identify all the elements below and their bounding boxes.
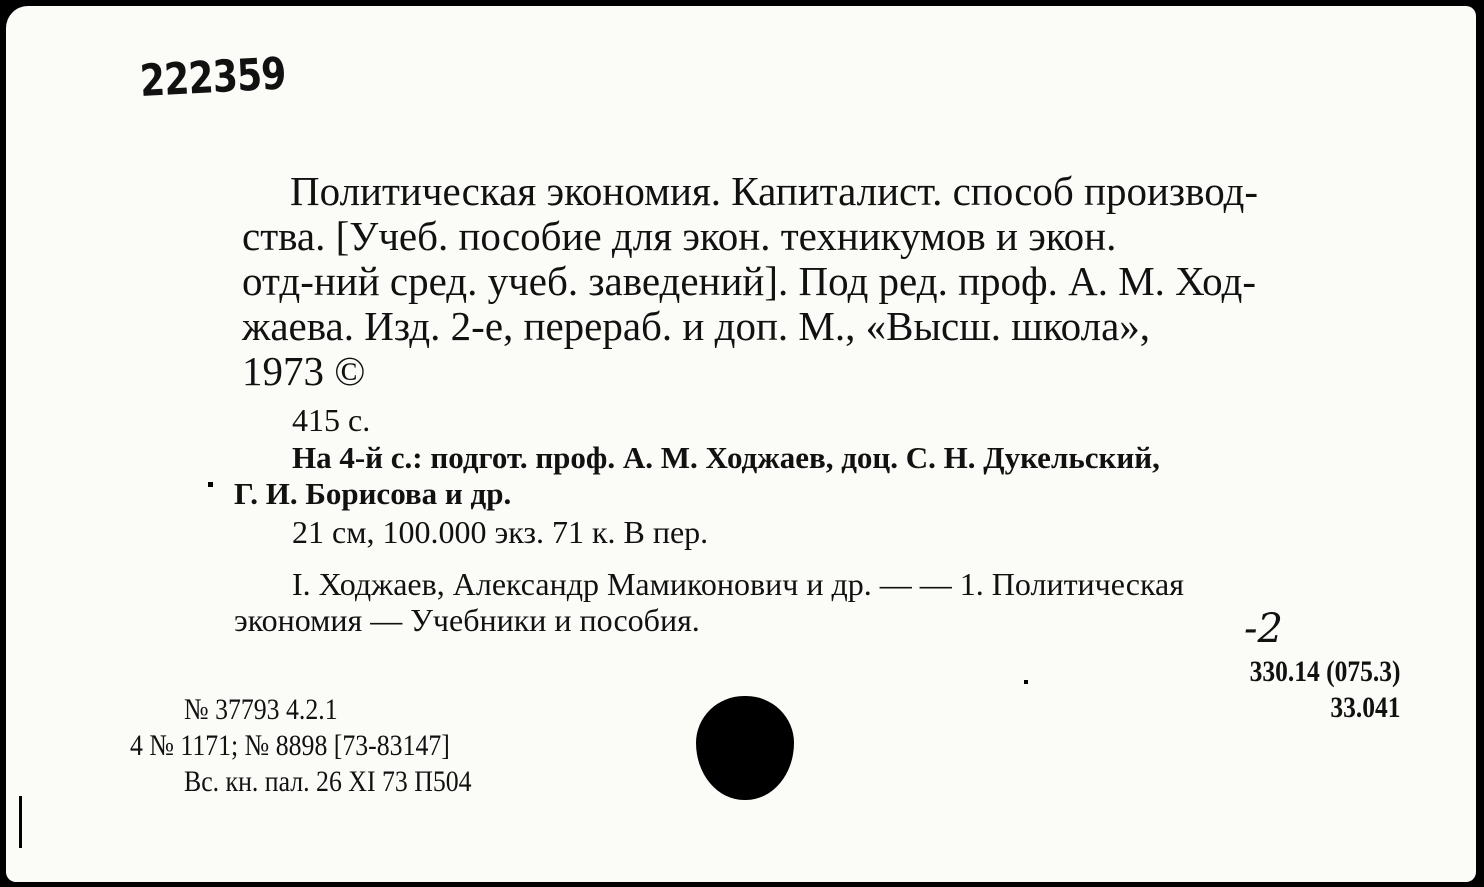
title-line-3: отд-ний сред. учеб. заведений]. Под ред. проф. А. М. Ход- xyxy=(242,258,1257,304)
title-line-2: ства. [Учеб. пособие для экон. техникумов и экон. xyxy=(242,213,1117,259)
catalog-card xyxy=(6,6,1476,882)
title-line-4: жаева. Изд. 2-е, перераб. и доп. М., «Высш. школа», xyxy=(242,303,1151,349)
pages-count: 415 с. xyxy=(292,402,371,438)
title-line-1: Политическая экономия. Капиталист. способ производ- xyxy=(290,168,1259,214)
printing-line-3: Вс. кн. пал. 26 XI 73 П504 xyxy=(184,765,472,798)
title-line-5: 1973 © xyxy=(242,348,366,394)
inventory-number: 222359 xyxy=(138,48,287,107)
punch-hole xyxy=(696,696,794,800)
edge-mark xyxy=(19,796,22,848)
printing-line-2: 4 № 1171; № 8898 [73-83147] xyxy=(130,729,450,762)
classification-bbk: 33.041 xyxy=(1329,691,1400,724)
ink-speck xyxy=(1024,680,1028,684)
handwritten-mark: -2 xyxy=(1244,606,1283,652)
authors-note-line-2: Г. И. Борисова и др. xyxy=(234,476,512,511)
subjects-line-1: I. Ходжаев, Александр Мамиконович и др. — — 1. Политическая xyxy=(292,566,1184,602)
printing-line-1: № 37793 4.2.1 xyxy=(184,693,338,726)
physical-description: 21 см, 100.000 экз. 71 к. В пер. xyxy=(292,514,709,550)
ink-speck xyxy=(208,482,213,487)
classification-udc: 330.14 (075.3) xyxy=(1249,655,1400,688)
authors-note-line-1: На 4-й с.: подгот. проф. А. М. Ходжаев, доц. С. Н. Дукельский, xyxy=(292,440,1160,475)
subjects-line-2: экономия — Учебники и пособия. xyxy=(234,602,700,638)
